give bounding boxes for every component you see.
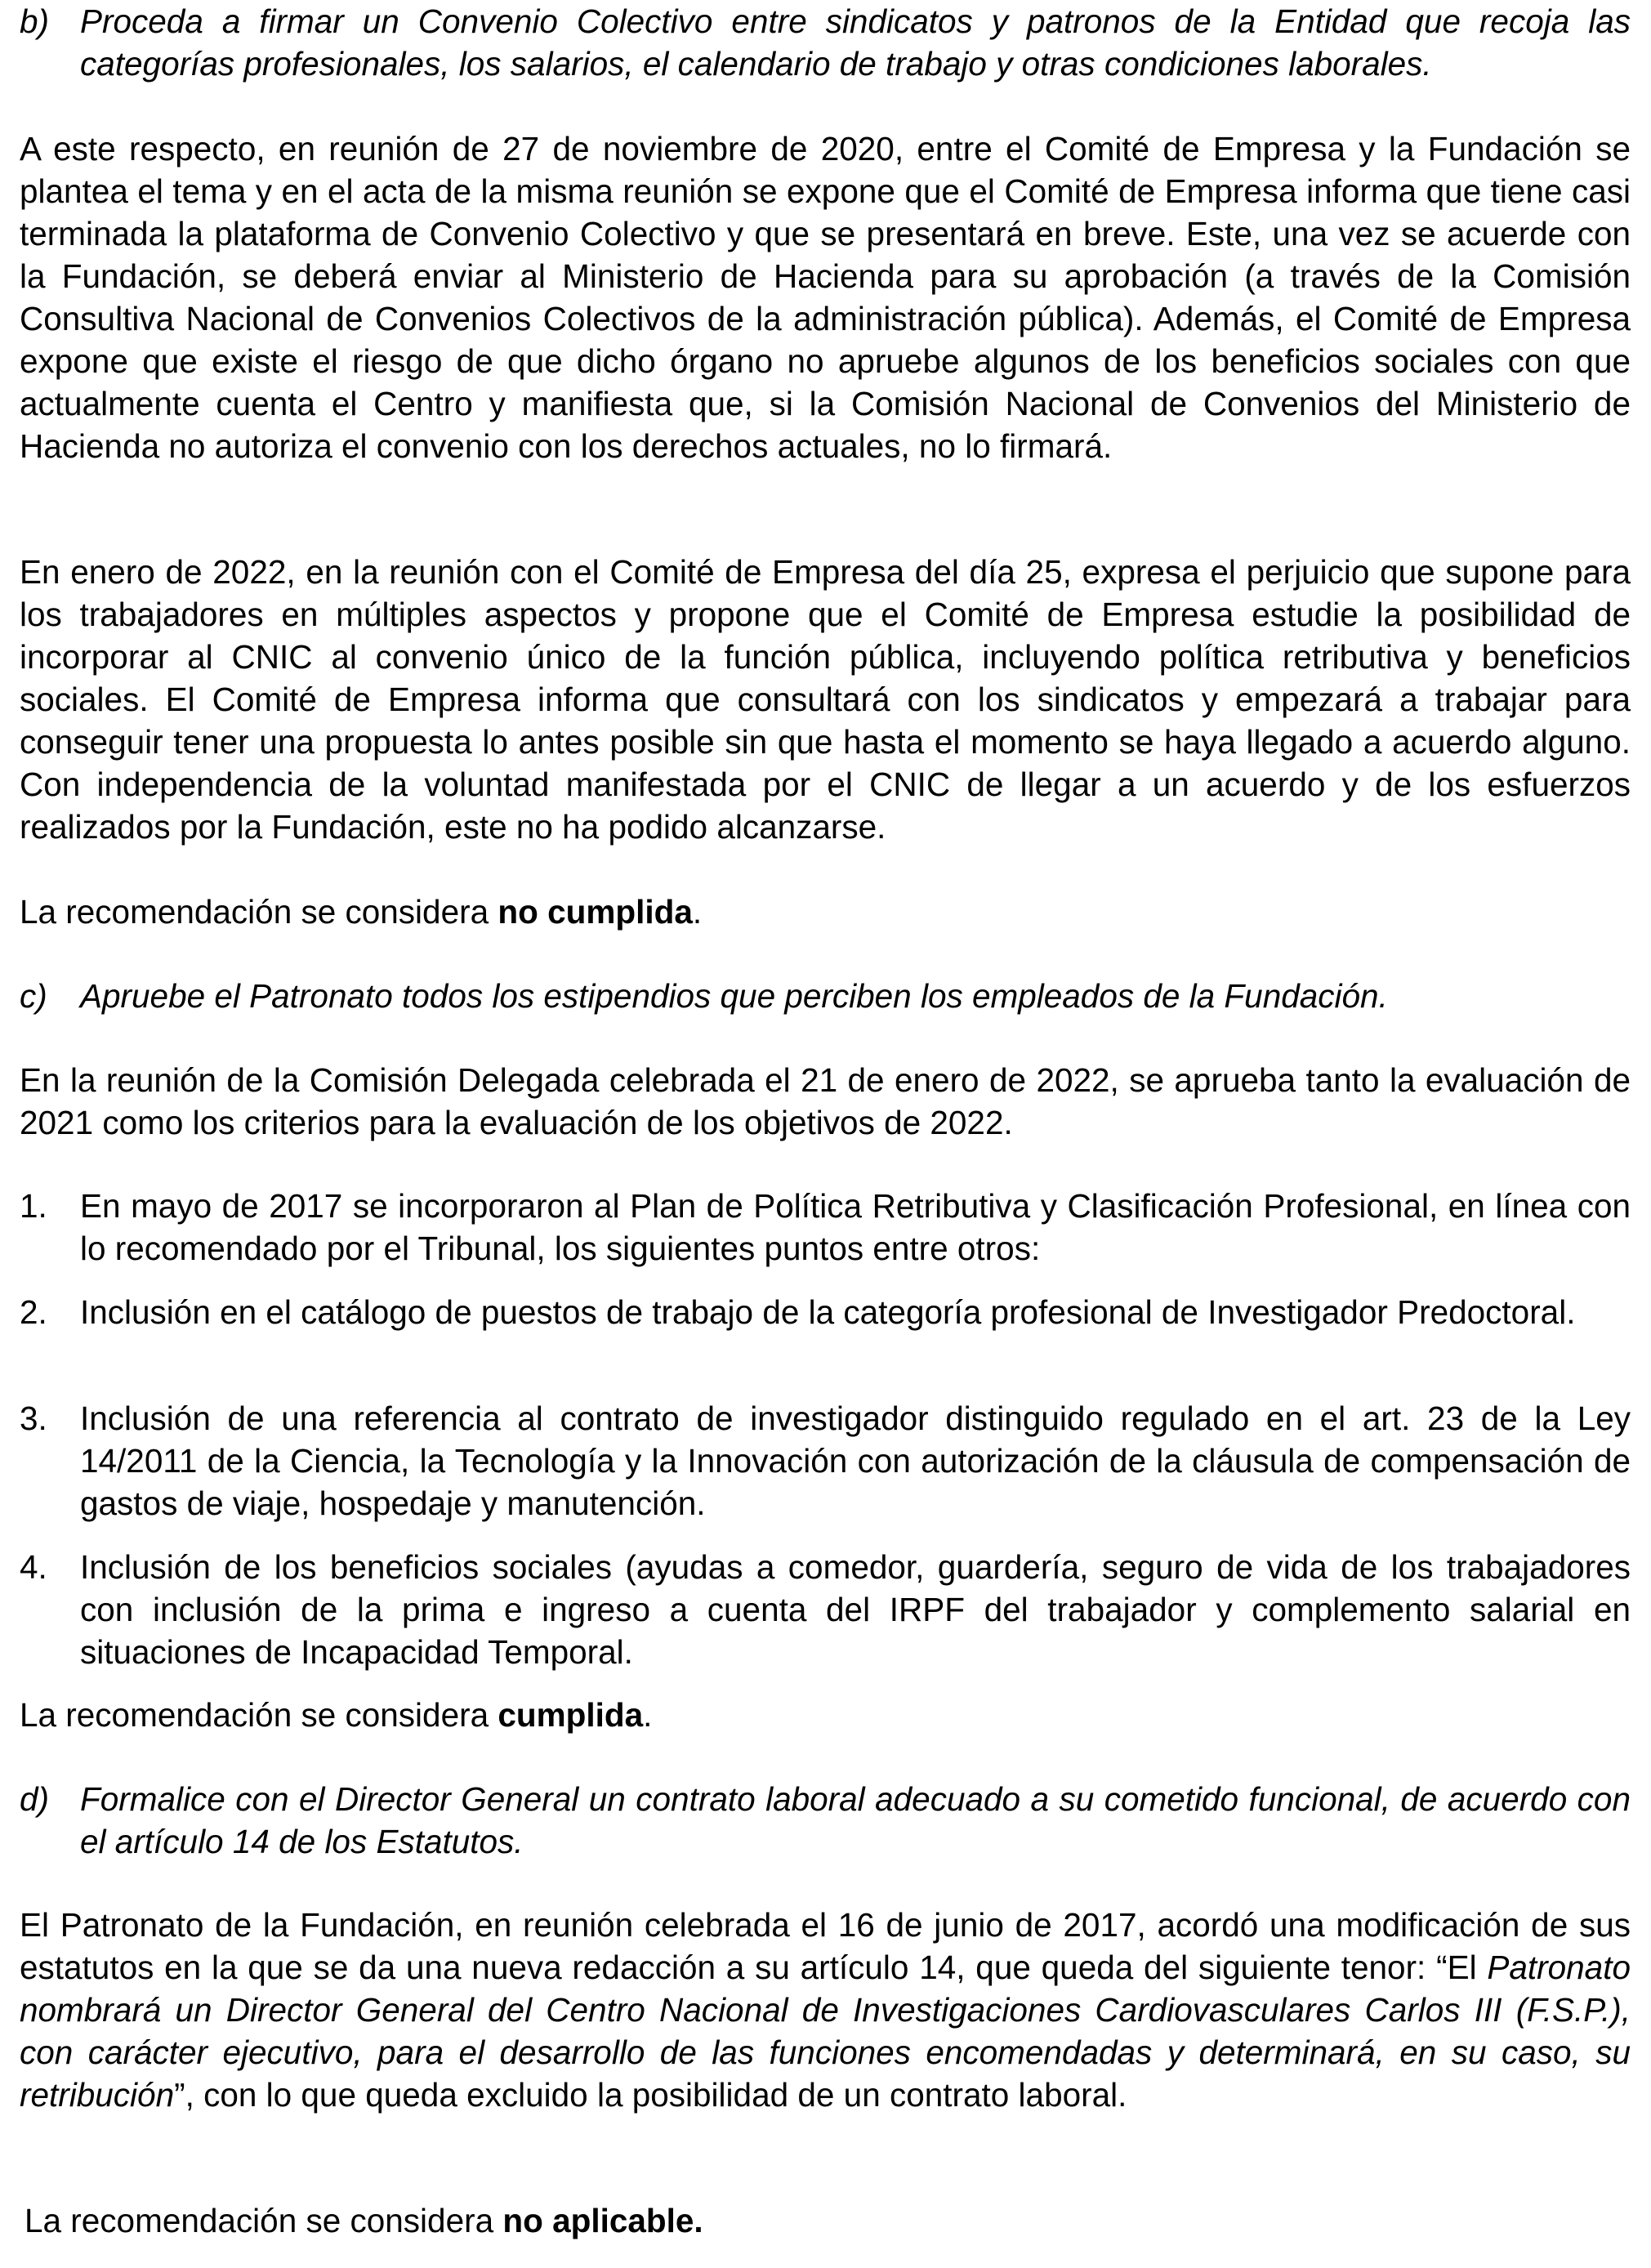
section-d-conclusion-prefix: La recomendación se considera	[25, 2202, 503, 2239]
section-b-paragraph-2: En enero de 2022, en la reunión con el Comité de Empresa del día 25, expresa el perjuicio que supone para los trabajadores en múltiples aspectos y propone que el Comité de Empresa estudie la posibilidad de incorporar al CNIC al convenio único de la función pública, incluyendo política retributiva y beneficios sociales. El Comité de Empresa informa que consultará con los sindicatos y empezará a trabajar para conseguir tener una propuesta lo antes posible sin que hasta el momento se haya llegado a acuerdo alguno. Con independencia de la voluntad manifestada por el CNIC de llegar a un acuerdo y de los esfuerzos realizados por la Fundación, este no ha podido alcanzarse.	[20, 553, 1631, 846]
list-item	[20, 1185, 1631, 1270]
section-b-marker: b)	[20, 2, 50, 40]
section-d-paragraph-quote: Patronato nombrará un Director General del Centro Nacional de Investigaciones Cardiovasculares Carlos III (F.S.P.), con carácter ejecutivo, para el desarrollo de las funciones encomendadas y determinará, en su caso, su retribución	[20, 1949, 1631, 2114]
section-d-marker: d)	[20, 1780, 50, 1818]
section-d-paragraph-prefix: El Patronato de la Fundación, en reunión celebrada el 16 de junio de 2017, acordó una modificación de sus estatutos en la que se da una nueva redacción a su artículo 14, que queda del siguiente tenor: “El	[20, 1906, 1631, 1986]
list-item-marker: 1.	[20, 1187, 47, 1225]
section-b-conclusion-status: no cumplida	[498, 893, 693, 931]
list-item	[20, 1546, 1631, 1673]
section-c-heading-text: Apruebe el Patronato todos los estipendios que perciben los empleados de la Fundación.	[80, 977, 1388, 1015]
list-item-text: En mayo de 2017 se incorporaron al Plan de Política Retributiva y Clasificación Profesional, en línea con lo recomendado por el Tribunal, los siguientes puntos entre otros:	[80, 1187, 1631, 1267]
section-c-conclusion-prefix: La recomendación se considera	[20, 1696, 498, 1734]
section-c-heading	[20, 975, 1631, 1017]
section-d-paragraph-suffix: ”, con lo que queda excluido la posibilidad de un contrato laboral.	[174, 2076, 1127, 2114]
list-item	[20, 1291, 1631, 1333]
section-c-paragraph-1: En la reunión de la Comisión Delegada celebrada el 21 de enero de 2022, se aprueba tanto la evaluación de 2021 como los criterios para la evaluación de los objetivos de 2022.	[20, 1061, 1631, 1141]
list-item	[20, 1397, 1631, 1525]
section-b-conclusion-suffix: .	[692, 893, 703, 931]
section-b-conclusion	[20, 891, 1631, 933]
list-item-marker: 4.	[20, 1548, 47, 1586]
section-b-paragraph-1: A este respecto, en reunión de 27 de noviembre de 2020, entre el Comité de Empresa y la Fundación se plantea el tema y en el acta de la misma reunión se expone que el Comité de Empresa informa que tiene casi terminada la plataforma de Convenio Colectivo y que se presentará en breve. Este, una vez se acuerde con la Fundación, se deberá enviar al Ministerio de Hacienda para su aprobación (a través de la Comisión Consultiva Nacional de Convenios Colectivos de la administración pública). Además, el Comité de Empresa expone que existe el riesgo de que dicho órgano no apruebe algunos de los beneficios sociales con que actualmente cuenta el Centro y manifiesta que, si la Comisión Nacional de Convenios del Ministerio de Hacienda no autoriza el convenio con los derechos actuales, no lo firmará.	[20, 130, 1631, 465]
section-b-heading	[20, 0, 1631, 85]
section-d-heading	[20, 1778, 1631, 1863]
list-item-marker: 3.	[20, 1400, 47, 1437]
list-item-marker: 2.	[20, 1293, 47, 1331]
list-item-text: Inclusión en el catálogo de puestos de trabajo de la categoría profesional de Investigador Predoctoral.	[80, 1293, 1576, 1331]
section-c-conclusion-suffix: .	[643, 1696, 653, 1734]
section-d-paragraph	[20, 1904, 1631, 2116]
section-c-conclusion	[20, 1694, 1631, 1736]
list-item-text: Inclusión de los beneficios sociales (ayudas a comedor, guardería, seguro de vida de los trabajadores con inclusión de la prima e ingreso a cuenta del IRPF del trabajador y complemento salarial en situaciones de Incapacidad Temporal.	[80, 1548, 1631, 1671]
section-d-heading-text: Formalice con el Director General un contrato laboral adecuado a su cometido funcional, de acuerdo con el artículo 14 de los Estatutos.	[80, 1780, 1631, 1860]
section-d-conclusion	[25, 2199, 1631, 2242]
section-c-marker: c)	[20, 977, 47, 1015]
section-b-conclusion-prefix: La recomendación se considera	[20, 893, 498, 931]
section-b-heading-text: Proceda a firmar un Convenio Colectivo entre sindicatos y patronos de la Entidad que recoja las categorías profesionales, los salarios, el calendario de trabajo y otras condiciones laborales.	[80, 2, 1631, 83]
section-c-conclusion-status: cumplida	[498, 1696, 644, 1734]
section-d-conclusion-status: no aplicable.	[502, 2202, 703, 2239]
list-item-text: Inclusión de una referencia al contrato de investigador distinguido regulado en el art. 23 de la Ley 14/2011 de la Ciencia, la Tecnología y la Innovación con autorización de la cláusula de compensación de gastos de viaje, hospedaje y manutención.	[80, 1400, 1631, 1522]
